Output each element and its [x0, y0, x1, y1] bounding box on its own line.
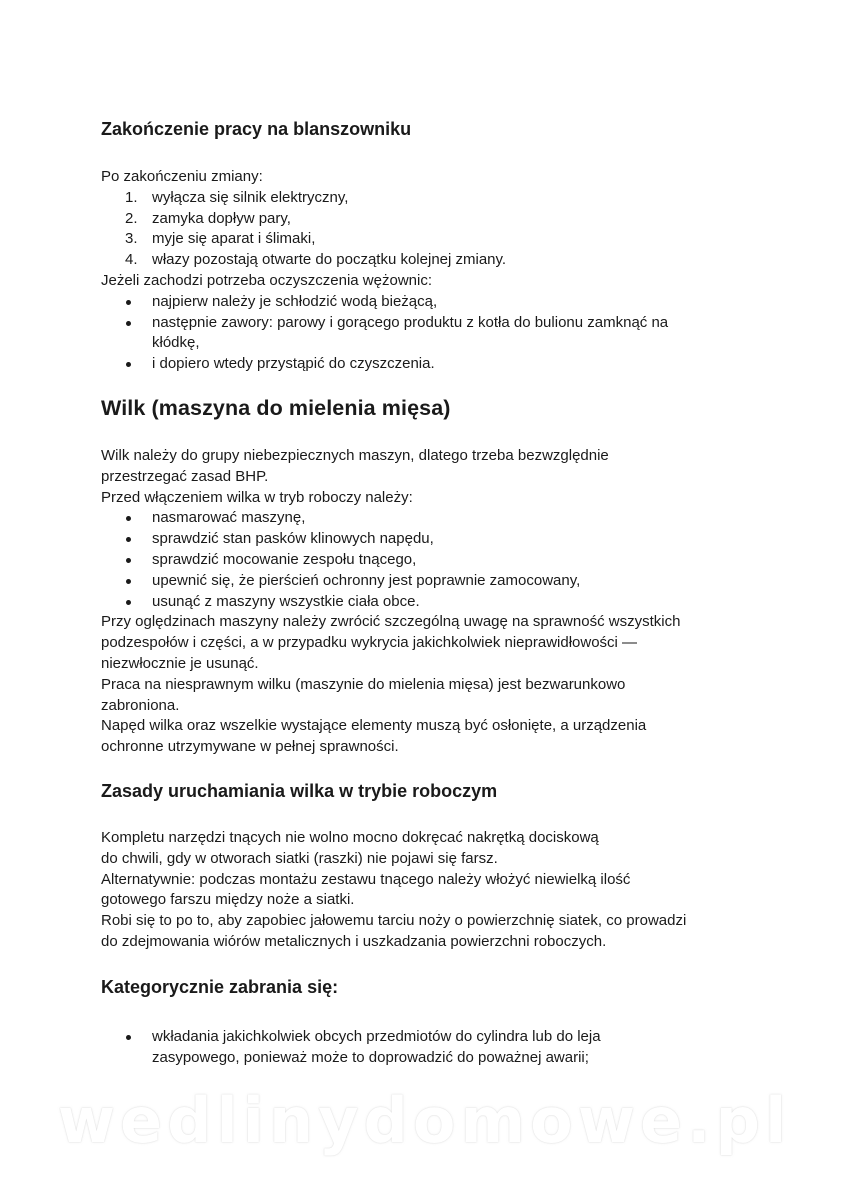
- paragraph-wilk-intro: Wilk należy do grupy niebezpiecznych maszyn, dlatego trzeba bezwzględnie przestrzegać zasad BHP.: [101, 446, 609, 485]
- heading-zabrania-sie: Kategorycznie zabrania się:: [101, 976, 339, 997]
- heading-blanszownik: Zakończenie pracy na blanszowniku: [101, 119, 412, 139]
- paragraph-ogledziny: Przy oględzinach maszyny należy zwrócić szczególną uwagę na sprawność wszystkich podzespołów i części, a w przypadku wykrycia jakichkolwiek nieprawidłowości — niezwłocznie je usunąć.: [101, 613, 681, 672]
- ordered-list-shutdown: [101, 188, 761, 271]
- paragraph-niesprawny: Praca na niesprawnym wilku (maszynie do mielenia mięsa) jest bezwarunkowo zabroniona.: [101, 675, 626, 714]
- list-item: sprawdzić stan pasków klinowych napędu,: [101, 529, 761, 550]
- bullet-icon: [126, 579, 131, 584]
- bullet-icon: [126, 600, 131, 605]
- paragraph-przed-wlaczeniem: Przed włączeniem wilka w tryb roboczy należy:: [101, 488, 413, 506]
- bullet-icon: [126, 516, 131, 521]
- paragraph-wezownice: Jeżeli zachodzi potrzeba oczyszczenia wężownic:: [101, 271, 432, 289]
- bullet-icon: [126, 558, 131, 563]
- list-item: najpierw należy je schłodzić wodą bieżącą,: [101, 292, 761, 313]
- list-item: sprawdzić mocowanie zespołu tnącego,: [101, 550, 761, 571]
- list-item: 4. włazy pozostają otwarte do początku kolejnej zmiany.: [125, 251, 507, 269]
- watermark: wedlinydomowe.pl: [57, 1084, 792, 1157]
- document-content: [101, 116, 761, 1068]
- list-item: wkładania jakichkolwiek obcych przedmiotów do cylindra lub do leja zasypowego, ponieważ może to doprowadzić do poważnej awarii;: [101, 1027, 761, 1069]
- list-item: upewnić się, że pierścień ochronny jest poprawnie zamocowany,: [101, 571, 761, 592]
- paragraph-uruchamianie: Kompletu narzędzi tnących nie wolno mocno dokręcać nakrętką dociskową do chwili, gdy w otworach siatki (raszki) nie pojawi się farsz. Alternatywnie: podczas montażu zestawu tnącego należy włożyć niewielką ilość gotowego farszu między noże a siatki. Robi się to po to, aby zapobiec jałowemu tarciu noży o powierzchnię siatek, co prowadzi do zdejmowania wiórów metalicznych i uszkadzania powierzchni roboczych.: [101, 828, 687, 950]
- list-item: usunąć z maszyny wszystkie ciała obce.: [101, 592, 761, 613]
- list-item: następnie zawory: parowy i gorącego produktu z kotła do bulionu zamknąć na kłódkę,: [101, 313, 761, 355]
- bullet-list-zakazy: [101, 1027, 761, 1069]
- list-item: 2. zamyka dopływ pary,: [125, 209, 291, 227]
- list-item: i dopiero wtedy przystąpić do czyszczenia.: [101, 354, 761, 375]
- list-item: 1. wyłącza się silnik elektryczny,: [125, 188, 349, 206]
- bullet-icon: [126, 321, 131, 326]
- bullet-icon: [126, 362, 131, 367]
- list-item: 3. myje się aparat i ślimaki,: [125, 230, 316, 248]
- list-item: nasmarować maszynę,: [101, 508, 761, 529]
- heading-zasady-uruchamiania: Zasady uruchamiania wilka w trybie roboczym: [101, 780, 498, 801]
- paragraph-po-zakonczeniu: Po zakończeniu zmiany:: [101, 168, 263, 185]
- bullet-icon: [126, 300, 131, 305]
- paragraph-oslony: Napęd wilka oraz wszelkie wystające elementy muszą być osłonięte, a urządzenia ochronne utrzymywane w pełnej sprawności.: [101, 717, 647, 756]
- bullet-list-wezownice: [101, 292, 761, 375]
- heading-wilk: Wilk (maszyna do mielenia mięsa): [101, 395, 451, 420]
- bullet-icon: [126, 1035, 131, 1040]
- bullet-icon: [126, 537, 131, 542]
- bullet-list-przed-wlaczeniem: [101, 508, 761, 612]
